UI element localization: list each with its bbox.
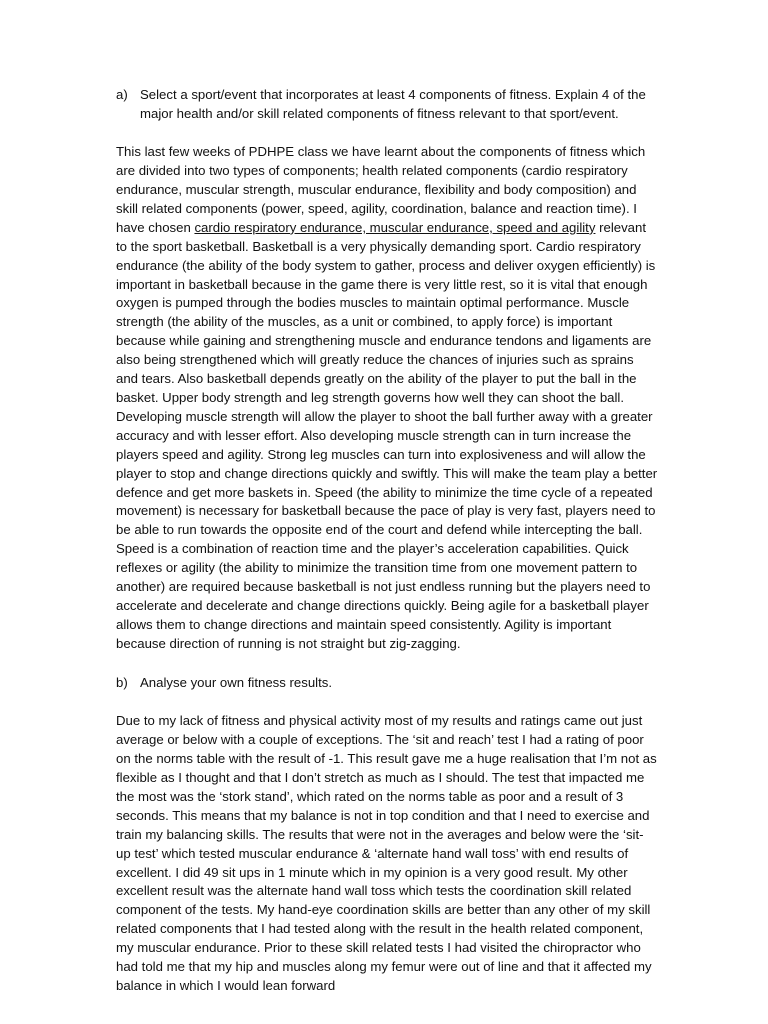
answer-a-text-rest: relevant to the sport basketball. Basketball is a very physically demanding sport. Cardio respiratory endurance (the ability of the body system to gather, process and deliver oxygen efficiently) is important in basketball because in the game there is very little rest, so it is vital that enough oxygen is pumped through the bodies muscles to maintain optimal performance. Muscle strength (the ability of the muscles, as a unit or combined, to apply force) is important because while gaining and strengthening muscle and endurance tendons and ligaments are also being strengthened which will greatly reduce the chances of injuries such as sprains and tears. Also basketball depends greatly on the ability of the player to put the ball in the basket. Upper body strength and leg strength governs how well they can shoot the ball. Developing muscle strength will allow the player to shoot the ball further away with a greater accuracy and with lesser effort. Also developing muscle strength can in turn increase the players speed and agility. Strong leg muscles can turn into explosiveness and will allow the player to stop and change directions quickly and swiftly. This will make the team play a better defence and get more baskets in. Speed (the ability to minimize the time cycle of a repeated movement) is necessary for basketball because the pace of play is very fast, players need to be able to run towards the opposite end of the court and defend while intercepting the ball. Speed is a combination of reaction time and the player’s acceleration capabilities. Quick reflexes or agility (the ability to minimize the transition time from one movement pattern to another) are required because basketball is not just endless running but the players need to accelerate and decelerate and change directions quickly. Being agile for a basketball player allows them to change directions and maintain speed consistently. Agility is important because direction of running is not straight but zig-zagging. xyxy=(116,219,658,651)
answer-a-paragraph xyxy=(116,143,658,653)
question-a-text: Select a sport/event that incorporates at least 4 components of fitness. Explain 4 of the major health and/or skill related components of fitness relevant to that sport/event. xyxy=(140,87,646,121)
answer-b-paragraph: Due to my lack of fitness and physical activity most of my results and ratings came out just average or below with a couple of exceptions. The ‘sit and reach’ test I had a rating of poor on the norms table with the result of -1. This result gave me a huge realisation that I’m not as flexible as I thought and that I don’t stretch as much as I should. The test that impacted me the most was the ‘stork stand’, which rated on the norms table as poor and a result of 3 seconds. This means that my balance is not in top condition and that I need to exercise and train my balancing skills. The results that were not in the averages and below were the ‘sit-up test’ which tested muscular endurance & ‘alternate hand wall toss’ with end results of excellent. I did 49 sit ups in 1 minute which in my opinion is a very good result. My other excellent result was the alternate hand wall toss which tests the coordination skill related component of the tests. My hand-eye coordination skills are better than any other of my skill related components that I had tested along with the result in the health related component, my muscular endurance. Prior to these skill related tests I had visited the chiropractor who had told me that my hip and muscles along my femur were out of line and that it affected my balance in which I would lean forward xyxy=(116,713,657,993)
question-a-label: a) xyxy=(116,87,128,102)
answer-a-text-start: This last few weeks of PDHPE class we have learnt about the components of fitness which are divided into two types of components; health related components (cardio respiratory endurance, muscular strength, muscular endurance, flexibility and body composition) and skill related components (power, speed, agility, coordination, balance and reaction time). I have chosen xyxy=(116,144,646,235)
question-b-label: b) xyxy=(116,674,128,690)
question-b xyxy=(116,674,658,693)
question-a xyxy=(116,86,658,123)
question-b-text: Analyse your own fitness results. xyxy=(140,674,333,690)
answer-a-underlined-components: cardio respiratory endurance, muscular endurance, speed and agility xyxy=(194,219,596,235)
